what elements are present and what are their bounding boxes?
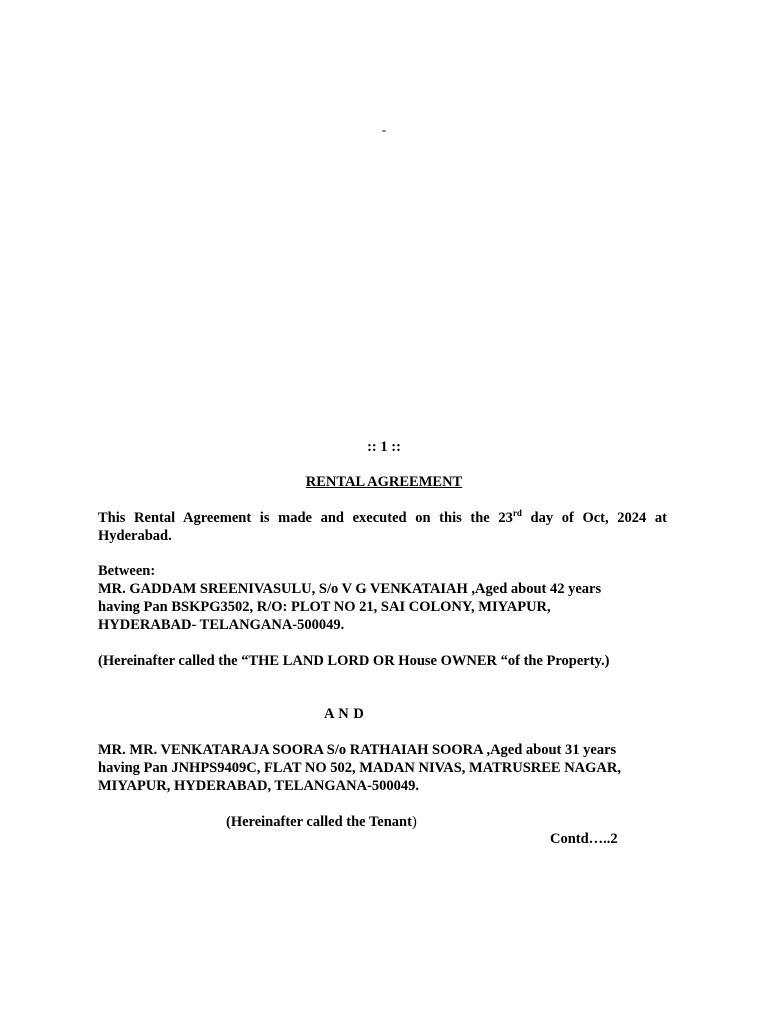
intro-line-1: [98, 509, 667, 527]
tenant-hereinafter-text: (Hereinafter called the Tenant: [226, 814, 412, 830]
between-label: Between:: [98, 563, 156, 579]
tenant-line-1: MR. MR. VENKATARAJA SOORA S/o RATHAIAH SOORA ,Aged about 31 years: [98, 742, 617, 758]
landlord-hereinafter: (Hereinafter called the “THE LAND LORD OR House OWNER “of the Property.): [98, 653, 610, 669]
landlord-line-3: HYDERABAD- TELANGANA-500049.: [98, 617, 345, 633]
intro-text-before-sup: This Rental Agreement is made and executed on this the 23: [98, 510, 513, 526]
tenant-details: [98, 741, 678, 795]
header-dash: -: [381, 122, 387, 137]
landlord-details: [98, 580, 678, 634]
document-title: RENTAL AGREEMENT: [305, 474, 463, 490]
intro-date-suffix: rd: [512, 508, 522, 519]
tenant-hereinafter: [226, 813, 417, 831]
and-separator: A N D: [324, 706, 365, 722]
page-number-marker: :: 1 ::: [367, 439, 401, 455]
tenant-line-3: MIYAPUR, HYDERABAD, TELANGANA-500049.: [98, 778, 420, 794]
landlord-line-2: having Pan BSKPG3502, R/O: PLOT NO 21, SAI COLONY, MIYAPUR,: [98, 599, 551, 615]
tenant-line-2: having Pan JNHPS9409C, FLAT NO 502, MADAN NIVAS, MATRUSREE NAGAR,: [98, 760, 621, 776]
tenant-hereinafter-close: ): [411, 814, 417, 830]
intro-paragraph: [98, 509, 667, 545]
intro-text-after-sup: day of Oct, 2024 at: [521, 510, 667, 526]
intro-line-2: Hyderabad.: [98, 528, 172, 544]
landlord-line-1: MR. GADDAM SREENIVASULU, S/o V G VENKATAIAH ,Aged about 42 years: [98, 581, 602, 597]
continued-marker: Contd…..2: [550, 831, 618, 847]
